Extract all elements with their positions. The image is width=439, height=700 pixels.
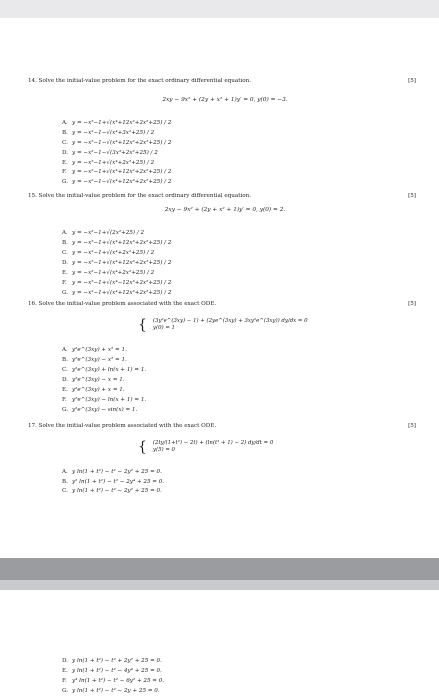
question-16-options [62,345,422,414]
option-a[interactable]: A. y²e^(3xy) + x² = 1. [62,347,127,354]
question-17-initial-condition: y(5) = 0 [152,446,175,453]
left-brace-icon: { [138,438,147,455]
question-14-title [28,76,422,86]
page-break-band [0,558,439,580]
document-page [28,76,422,496]
option-b[interactable]: B. y = −x²−1+√(x⁴+12x³+2x²+25) / 2 [62,240,172,247]
question-17-options-bottom [62,656,422,696]
option-b[interactable]: B. y² ln(1 + t²) − t² − 2y⁴ + 25 = 0. [62,478,165,485]
left-brace-icon: { [138,317,147,334]
option-c[interactable]: C. y = −x²−1−√(x⁴+12x²+2x²+25) / 2 [62,139,172,146]
question-16-points: [5] [408,301,416,308]
option-c[interactable]: C. y²e^(3xy) + ln(x + 1) = 1. [62,367,147,374]
question-15-equation: 2xy − 9x² + (2y + x² + 1)y′ = 0, y(0) = 2. [164,207,286,214]
option-d[interactable]: D. y²e^(3xy) − x = 1. [62,377,125,384]
option-a[interactable]: A. y = −x²−1+√(2x²+25) / 2 [62,230,145,237]
option-d[interactable]: D. y = −x²−1−√(3x³+2x²+25) / 2 [62,149,158,156]
question-15-text: 15. Solve the initial-value problem for the exact ordinary differential equation. [28,193,251,200]
question-16-equation: (3y²e^(3xy) − 1) + (2ye^(3xy) + 3xy²e^(3xy)) dy/dx = 0 [152,318,308,325]
option-g[interactable]: G. y = −x²−1−√(x⁴+12x³+2x²+25) / 2 [62,179,172,186]
question-17-equation: (2ty/(1+t²) − 2t) + (ln(t² + 1) − 2) dy/dt = 0 [152,439,274,446]
option-b[interactable]: B. y²e^(3xy) − x² = 1. [62,357,127,364]
document-page-continued [28,656,422,696]
option-f[interactable]: F. y = −x²−1+√(x⁴−12x³+2x²+25) / 2 [62,279,172,286]
option-d[interactable]: D. y = −x²−1+√(x⁴+12x³+2x²+25) / 2 [62,259,172,266]
question-17-system [138,437,422,457]
option-a[interactable]: A. y = −x²−1+√(x⁴+12x²+2x²+25) / 2 [62,119,172,126]
option-b[interactable]: B. y = −x²−1−√(x⁴+3x²+25) / 2 [62,129,155,136]
question-14-text: 14. Solve the initial-value problem for the exact ordinary differential equation. [28,78,251,84]
option-e[interactable]: E. y²e^(3xy) + x = 1. [62,386,125,393]
option-a[interactable]: A. y ln(1 + t²) − t² − 2y² + 25 = 0. [62,468,162,475]
option-e[interactable]: E. y = −x²−1+√(x⁴+2x²+25) / 2 [62,269,155,276]
question-16-initial-condition: y(0) = 1 [152,325,175,332]
question-16-system [138,315,422,335]
question-17-points: [5] [408,422,416,429]
option-f[interactable]: F. y²e^(3xy) − ln(x + 1) = 1. [62,396,147,403]
option-f[interactable]: F. y = −x²−1+√(x⁴+12x²+2x²+25) / 2 [62,169,172,176]
question-15-options [62,228,422,297]
question-15-title [28,191,422,201]
question-16-title [28,299,422,309]
question-17-options-top [62,467,422,497]
option-e[interactable]: E. y ln(1 + t²) − t² − 4y⁴ + 25 = 0. [62,667,162,674]
option-e[interactable]: E. y = −x²−1+√(x⁴+2x²+25) / 2 [62,159,155,166]
option-c[interactable]: C. y ln(1 + t²) − t² − 2y² + 25 = 0. [62,488,162,495]
option-c[interactable]: C. y = −x²−1+√(x⁴+2x²+25) / 2 [62,249,155,256]
option-g[interactable]: G. y ln(1 + t²) − t² − 2y + 25 = 0. [62,687,160,694]
question-17-text: 17. Solve the initial-value problem associated with the exact ODE. [28,422,217,429]
question-14-points: [5] [408,78,416,84]
question-15-points: [5] [408,193,416,200]
question-16-text: 16. Solve the initial-value problem associated with the exact ODE. [28,301,217,308]
question-14-equation: 2xy − 9x² + (2y + x² + 1)y′ = 0, y(0) = −3. [162,97,288,103]
question-17-title [28,421,422,431]
option-d[interactable]: D. y ln(1 + t²) − t² + 2y² + 25 = 0. [62,657,162,664]
option-g[interactable]: G. y = −x²−1+√(x⁴+12x³+2x²+25) / 2 [62,289,172,296]
option-f[interactable]: F. y³ ln(1 + t²) − t² − 6y² + 25 = 0. [62,677,165,684]
question-14-options [62,118,422,187]
page-break-shadow [0,580,439,590]
browser-top-bar [0,0,439,18]
option-g[interactable]: G. y²e^(3xy) − sin(x) = 1. [62,406,138,413]
